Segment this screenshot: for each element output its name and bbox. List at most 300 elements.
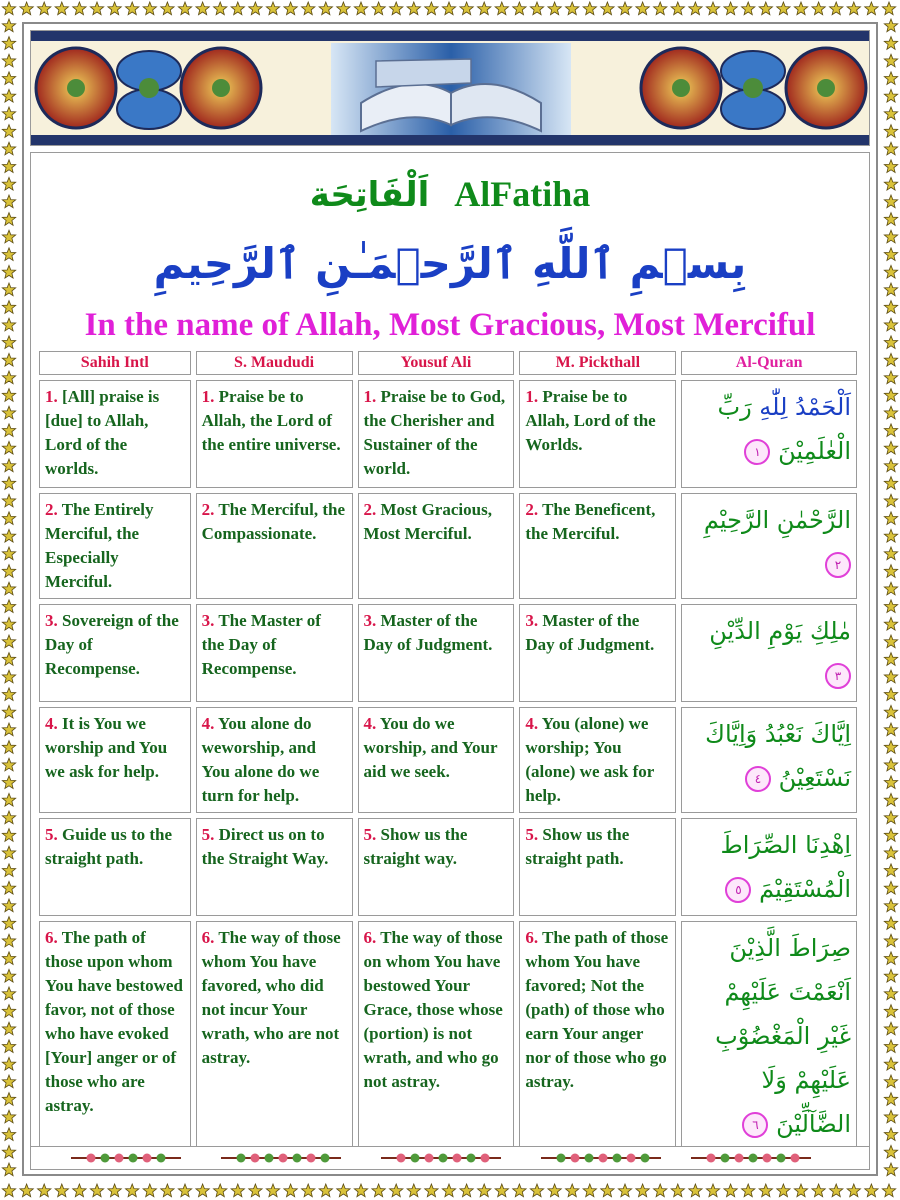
translation-text: It is You we worship and You we ask for help.	[45, 714, 168, 781]
verse-row	[39, 707, 857, 813]
flower-icon	[439, 1154, 448, 1163]
border-star	[196, 2, 209, 15]
border-star	[2, 846, 15, 859]
border-star	[2, 934, 15, 947]
border-star	[671, 2, 684, 15]
border-star	[126, 1184, 139, 1197]
border-star	[284, 2, 297, 15]
border-star	[2, 265, 15, 278]
border-star	[495, 1184, 508, 1197]
border-star	[2, 1075, 15, 1088]
ayah-end-marker: ٢	[825, 552, 851, 578]
border-star	[566, 1184, 579, 1197]
verse-number: 4.	[525, 714, 539, 733]
translation-cell-pickthall	[519, 493, 676, 599]
translation-cell-maududi	[196, 707, 353, 813]
translation-text: The Master of the Day of Recompense.	[201, 611, 321, 678]
border-star	[2, 1163, 15, 1176]
verse-number: 3.	[201, 611, 215, 630]
border-star	[55, 2, 68, 15]
border-star	[884, 19, 897, 32]
border-star	[126, 2, 139, 15]
flower-icon	[599, 1154, 608, 1163]
translation-text: Master of the Day of Judgment.	[363, 611, 493, 654]
translation-cell-yousuf	[358, 818, 515, 916]
border-star	[636, 1184, 649, 1197]
header-quran: Al-Quran	[681, 351, 857, 375]
header-maududi: S. Maududi	[196, 351, 353, 375]
flower-icon	[397, 1154, 406, 1163]
translation-cell-yousuf	[358, 707, 515, 813]
verse-row	[39, 921, 857, 1161]
border-star	[460, 2, 473, 15]
border-star	[548, 1184, 561, 1197]
border-star	[2, 1022, 15, 1035]
border-star	[38, 1184, 51, 1197]
translation-cell-maududi	[196, 493, 353, 599]
translation-text: Praise be to God, the Cherisher and Sustainer of the world.	[363, 387, 506, 478]
border-star	[319, 1184, 332, 1197]
border-star	[884, 582, 897, 595]
translation-cell-yousuf	[358, 380, 515, 488]
surah-title-english: AlFatiha	[454, 174, 591, 214]
border-star	[2, 1145, 15, 1158]
flower-icon	[791, 1154, 800, 1163]
translation-text: You alone do weworship, and You alone do we turn for help.	[201, 714, 320, 805]
translation-text: Show us the straight way.	[363, 825, 468, 868]
border-star	[530, 2, 543, 15]
border-star	[2, 406, 15, 419]
border-star	[2, 213, 15, 226]
border-star	[884, 1093, 897, 1106]
flower-icon	[585, 1154, 594, 1163]
border-star	[73, 1184, 86, 1197]
arabic-verse-text: الرَّحْمٰنِ الرَّحِيْمِ	[703, 506, 851, 534]
border-star	[2, 741, 15, 754]
flower-icon	[763, 1154, 772, 1163]
basmala-arabic: بِسۡمِ ٱللَّهِ ٱلرَّحۡمَـٰنِ ٱلرَّحِيمِ	[153, 239, 747, 288]
border-star	[812, 2, 825, 15]
flower-icon	[411, 1154, 420, 1163]
border-star	[73, 2, 86, 15]
border-star	[55, 1184, 68, 1197]
verse-number: 4.	[45, 714, 58, 733]
border-star	[884, 177, 897, 190]
flower-icon	[237, 1154, 246, 1163]
border-star	[2, 829, 15, 842]
border-star	[2, 424, 15, 437]
border-star	[884, 1075, 897, 1088]
flower-icon	[453, 1154, 462, 1163]
flower-icon	[293, 1154, 302, 1163]
translation-cell-pickthall	[519, 604, 676, 702]
border-star	[2, 864, 15, 877]
translation-cell-sahih	[39, 707, 191, 813]
border-star	[2, 529, 15, 542]
border-star	[884, 969, 897, 982]
border-star	[2, 336, 15, 349]
border-star	[38, 2, 51, 15]
translation-table	[34, 346, 862, 1166]
border-star	[884, 934, 897, 947]
verse-number: 5.	[45, 825, 58, 844]
border-star	[390, 2, 403, 15]
border-star	[884, 723, 897, 736]
translation-cell-yousuf	[358, 921, 515, 1161]
arabic-verse-cell	[681, 921, 857, 1161]
border-star	[178, 1184, 191, 1197]
border-star	[566, 2, 579, 15]
border-star	[2, 776, 15, 789]
verse-number: 2.	[525, 500, 539, 519]
border-star	[2, 1184, 15, 1197]
border-star	[2, 917, 15, 930]
translation-cell-pickthall	[519, 921, 676, 1161]
border-star	[884, 1145, 897, 1158]
border-star	[2, 899, 15, 912]
translation-text: Guide us to the straight path.	[45, 825, 173, 868]
border-star	[794, 2, 807, 15]
border-star	[442, 1184, 455, 1197]
flower-icon	[157, 1154, 166, 1163]
border-star	[302, 1184, 315, 1197]
border-star	[2, 881, 15, 894]
flower-icon	[101, 1154, 110, 1163]
table-header-row	[39, 351, 857, 375]
border-star	[884, 811, 897, 824]
border-star	[442, 2, 455, 15]
translation-text: [All] praise is [due] to Allah, Lord of the worlds.	[45, 387, 160, 478]
translation-text: The Beneficent, the Merciful.	[525, 500, 656, 543]
border-star	[108, 1184, 121, 1197]
flower-icon	[777, 1154, 786, 1163]
border-star	[90, 2, 103, 15]
translation-text: The Entirely Merciful, the Especially Merciful.	[45, 500, 154, 591]
border-star	[884, 1005, 897, 1018]
arabic-verse-cell	[681, 818, 857, 916]
border-star	[884, 89, 897, 102]
border-star	[143, 1184, 156, 1197]
border-star	[884, 1128, 897, 1141]
border-star	[884, 301, 897, 314]
header-sahih: Sahih Intl	[39, 351, 191, 375]
border-star	[2, 688, 15, 701]
border-star	[830, 1184, 843, 1197]
translation-cell-yousuf	[358, 493, 515, 599]
border-star	[2, 371, 15, 384]
translation-text: Master of the Day of Judgment.	[525, 611, 655, 654]
border-star	[2, 1040, 15, 1053]
border-star	[636, 2, 649, 15]
border-star	[2, 512, 15, 525]
arabic-verse-text-a: اَلْحَمْدُ لِلّٰهِ	[759, 393, 851, 421]
ayah-end-marker: ٦	[742, 1112, 768, 1138]
border-star	[884, 1110, 897, 1123]
arabic-verse-text: رَبِّ الْعٰلَمِيْنَ	[717, 393, 851, 465]
border-star	[302, 2, 315, 15]
flower-icon	[251, 1154, 260, 1163]
border-star	[884, 318, 897, 331]
header-yousuf: Yousuf Ali	[358, 351, 515, 375]
border-star	[2, 477, 15, 490]
border-star	[884, 353, 897, 366]
border-star	[884, 125, 897, 138]
translation-cell-maududi	[196, 818, 353, 916]
border-star	[2, 547, 15, 560]
border-star	[2, 1128, 15, 1141]
border-star	[671, 1184, 684, 1197]
border-star	[618, 1184, 631, 1197]
flower-icon	[749, 1154, 758, 1163]
border-star	[425, 1184, 438, 1197]
border-star	[108, 2, 121, 15]
border-star	[884, 899, 897, 912]
translation-cell-maududi	[196, 604, 353, 702]
border-star	[2, 793, 15, 806]
verse-row	[39, 604, 857, 702]
border-star	[884, 864, 897, 877]
translation-cell-sahih	[39, 493, 191, 599]
border-star	[2, 1093, 15, 1106]
translation-cell-pickthall	[519, 707, 676, 813]
border-star	[847, 2, 860, 15]
border-star	[884, 142, 897, 155]
verse-number: 1.	[363, 387, 377, 406]
flower-icon	[481, 1154, 490, 1163]
translation-text: Sovereign of the Day of Recompense.	[45, 611, 179, 678]
border-star	[354, 2, 367, 15]
border-star	[2, 125, 15, 138]
border-star	[884, 494, 897, 507]
border-star	[372, 2, 385, 15]
flower-icon	[129, 1154, 138, 1163]
border-star	[706, 2, 719, 15]
border-star	[2, 19, 15, 32]
border-star	[425, 2, 438, 15]
border-star	[759, 2, 772, 15]
basmala-english: In the name of Allah, Most Gracious, Most Merciful	[84, 307, 816, 343]
border-star	[2, 2, 15, 15]
border-star	[478, 2, 491, 15]
flower-icon	[613, 1154, 622, 1163]
border-star	[884, 424, 897, 437]
verse-number: 2.	[363, 500, 377, 519]
translation-text: The path of those whom You have favored; Not the (path) of those who earn Your anger nor of those who go astray.	[525, 928, 669, 1091]
border-star	[2, 670, 15, 683]
header-pickthall: M. Pickthall	[519, 351, 676, 375]
border-star	[884, 829, 897, 842]
border-star	[601, 2, 614, 15]
translation-text: Show us the straight path.	[525, 825, 630, 868]
translation-text: The path of those upon whom You have bestowed favor, not of those who have evoked [Your] anger or of those who are astray.	[45, 928, 183, 1115]
translation-cell-sahih	[39, 604, 191, 702]
flower-icon	[425, 1154, 434, 1163]
flower-icon	[115, 1154, 124, 1163]
flower-icon	[735, 1154, 744, 1163]
border-star	[884, 635, 897, 648]
border-star	[724, 2, 737, 15]
border-star	[884, 1057, 897, 1070]
border-star	[884, 758, 897, 771]
flower-icon	[557, 1154, 566, 1163]
border-star	[161, 2, 174, 15]
border-star	[266, 2, 279, 15]
verse-number: 1.	[45, 387, 58, 406]
border-star	[884, 600, 897, 613]
border-star	[319, 2, 332, 15]
border-star	[2, 441, 15, 454]
border-star	[654, 1184, 667, 1197]
border-star	[196, 1184, 209, 1197]
border-star	[706, 1184, 719, 1197]
border-star	[2, 160, 15, 173]
border-star	[884, 283, 897, 296]
border-star	[90, 1184, 103, 1197]
border-star	[777, 1184, 790, 1197]
border-star	[2, 617, 15, 630]
border-star	[2, 952, 15, 965]
arabic-verse-cell	[681, 380, 857, 488]
border-star	[2, 1005, 15, 1018]
arabic-verse-cell	[681, 604, 857, 702]
border-star	[231, 1184, 244, 1197]
verse-number: 6.	[201, 928, 215, 947]
border-star	[884, 547, 897, 560]
verse-number: 6.	[45, 928, 58, 947]
verse-number: 4.	[363, 714, 377, 733]
flower-icon	[721, 1154, 730, 1163]
border-star	[2, 230, 15, 243]
floral-divider	[31, 1147, 869, 1169]
border-star	[2, 987, 15, 1000]
border-star	[884, 776, 897, 789]
translation-cell-maududi	[196, 921, 353, 1161]
ayah-end-marker: ٣	[825, 663, 851, 689]
border-star	[884, 617, 897, 630]
flower-icon	[707, 1154, 716, 1163]
border-star	[2, 1110, 15, 1123]
border-star	[2, 301, 15, 314]
border-star	[337, 2, 350, 15]
border-star	[266, 1184, 279, 1197]
border-star	[2, 389, 15, 402]
translation-text: Most Gracious, Most Merciful.	[363, 500, 492, 543]
verse-number: 5.	[201, 825, 215, 844]
translation-cell-yousuf	[358, 604, 515, 702]
border-star	[2, 600, 15, 613]
verse-row	[39, 818, 857, 916]
border-star	[884, 705, 897, 718]
translation-text: Direct us on to the Straight Way.	[201, 825, 329, 868]
arabic-verse-cell	[681, 493, 857, 599]
border-star	[882, 2, 895, 15]
verse-number: 5.	[525, 825, 539, 844]
border-star	[884, 987, 897, 1000]
border-star	[884, 441, 897, 454]
border-star	[884, 160, 897, 173]
border-star	[583, 2, 596, 15]
border-star	[2, 459, 15, 472]
border-star	[2, 582, 15, 595]
verse-number: 2.	[201, 500, 215, 519]
content-panel	[30, 152, 870, 1168]
flower-icon	[467, 1154, 476, 1163]
verse-row	[39, 493, 857, 599]
verse-number: 1.	[201, 387, 215, 406]
border-star	[161, 1184, 174, 1197]
border-star	[530, 1184, 543, 1197]
border-star	[548, 2, 561, 15]
border-star	[884, 1022, 897, 1035]
border-star	[884, 1163, 897, 1176]
border-star	[865, 2, 878, 15]
border-star	[2, 37, 15, 50]
translation-cell-pickthall	[519, 380, 676, 488]
border-star	[2, 969, 15, 982]
border-star	[2, 89, 15, 102]
border-star	[601, 1184, 614, 1197]
border-star	[759, 1184, 772, 1197]
border-star	[884, 107, 897, 120]
border-star	[884, 72, 897, 85]
flower-icon	[279, 1154, 288, 1163]
border-star	[2, 72, 15, 85]
border-star	[742, 1184, 755, 1197]
border-star	[884, 688, 897, 701]
border-star	[618, 2, 631, 15]
surah-title-arabic: اَلْفَاتِحَة	[309, 175, 430, 215]
flower-icon	[87, 1154, 96, 1163]
border-star	[884, 846, 897, 859]
border-star	[2, 811, 15, 824]
border-star	[884, 371, 897, 384]
border-star	[884, 793, 897, 806]
border-star	[337, 1184, 350, 1197]
border-star	[249, 1184, 262, 1197]
verse-number: 6.	[525, 928, 539, 947]
verse-number: 1.	[525, 387, 539, 406]
verse-number: 5.	[363, 825, 377, 844]
border-star	[812, 1184, 825, 1197]
border-star	[407, 1184, 420, 1197]
verse-number: 3.	[45, 611, 58, 630]
border-star	[2, 758, 15, 771]
border-star	[884, 952, 897, 965]
border-star	[884, 230, 897, 243]
border-star	[20, 1184, 33, 1197]
border-star	[214, 2, 227, 15]
border-star	[2, 1057, 15, 1070]
border-star	[865, 1184, 878, 1197]
translation-text: You (alone) we worship; You (alone) we ask for help.	[525, 714, 654, 805]
border-star	[884, 512, 897, 525]
border-star	[794, 1184, 807, 1197]
page-frame	[22, 22, 878, 1176]
flower-icon	[641, 1154, 650, 1163]
arabic-verse-text: اِيَّاكَ نَعْبُدُ وَاِيَّاكَ نَسْتَعِيْنُ	[705, 720, 851, 792]
border-star	[2, 195, 15, 208]
translation-text: You do we worship, and Your aid we seek.	[363, 714, 498, 781]
border-star	[2, 107, 15, 120]
arabic-verse-text: اِهْدِنَا الصِّرَاطَ الْمُسْتَقِيْمَ	[720, 831, 851, 903]
translation-cell-sahih	[39, 380, 191, 488]
border-star	[884, 265, 897, 278]
arabic-verse-text: مٰلِكِ يَوْمِ الدِّيْنِ	[709, 617, 851, 645]
border-star	[884, 389, 897, 402]
border-star	[884, 741, 897, 754]
border-star	[214, 1184, 227, 1197]
border-star	[478, 1184, 491, 1197]
